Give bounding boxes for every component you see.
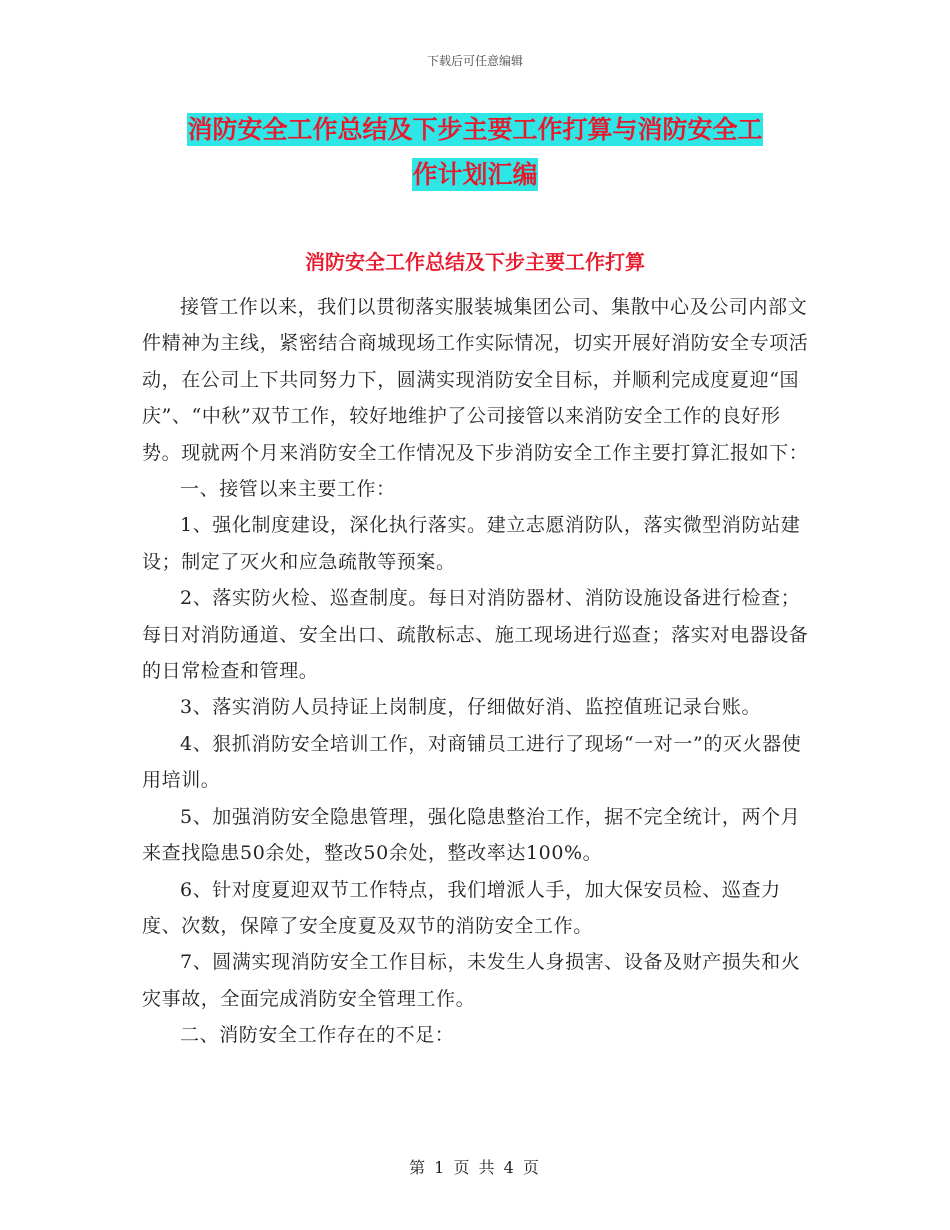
section-title: 消防安全工作总结及下步主要工作打算: [305, 250, 645, 274]
page-header: 下载后可任意编辑: [426, 54, 523, 68]
paragraph-item-4: 4、狠抓消防安全培训工作，对商铺员工进行了现场“一对一”的灭火器使用培训。: [142, 732, 802, 792]
paragraph-item-5: 5、加强消防安全隐患管理，强化隐患整治工作，据不完全统计，两个月来查找隐患50余处，整改50余处，整改率达100%。: [142, 805, 801, 865]
document-title-line-1: [0, 105, 950, 155]
document-title-line-2: [0, 150, 950, 200]
document-title-text-2: 作计划汇编: [412, 160, 538, 189]
document-body: [142, 289, 814, 1054]
paragraph-item-3: 3、落实消防人员持证上岗制度，仔细做好消、监控值班记录台账。: [180, 696, 762, 719]
paragraph-heading-1: 一、接管以来主要工作：: [180, 478, 396, 501]
paragraph-intro: 接管工作以来，我们以贯彻落实服装城集团公司、集散中心及公司内部文件精神为主线，紧密结合商城现场工作实际情况，切实开展好消防安全专项活动，在公司上下共同努力下，圆满实现消防安全目标，并顺利完成度夏迎“国庆”、“中秋”双节工作，较好地维护了公司接管以来消防安全工作的良好形势。现就两个月来消防安全工作情况及下步消防安全工作主要打算汇报如下：: [142, 296, 809, 464]
paragraph-item-7: 7、圆满实现消防安全工作目标，未发生人身损害、设备及财产损失和火灾事故，全面完成消防安全管理工作。: [142, 951, 801, 1010]
paragraph-item-6: 6、针对度夏迎双节工作特点，我们增派人手，加大保安员检、巡查力度、次数，保障了安全度夏及双节的消防安全工作。: [142, 878, 781, 937]
paragraph-heading-2: 二、消防安全工作存在的不足：: [180, 1024, 455, 1047]
document-title-text-1: 消防安全工作总结及下步主要工作打算与消防安全工: [187, 115, 763, 144]
paragraph-item-1: 1、强化制度建设，深化执行落实。建立志愿消防队，落实微型消防站建设；制定了灭火和应急疏散等预案。: [142, 514, 801, 573]
paragraph-item-2: 2、落实防火检、巡查制度。每日对消防器材、消防设施设备进行检查；每日对消防通道、安全出口、疏散标志、施工现场进行巡查；落实对电器设备的日常检查和管理。: [142, 587, 809, 683]
page-footer: 第 1 页 共 4 页: [409, 1158, 541, 1177]
